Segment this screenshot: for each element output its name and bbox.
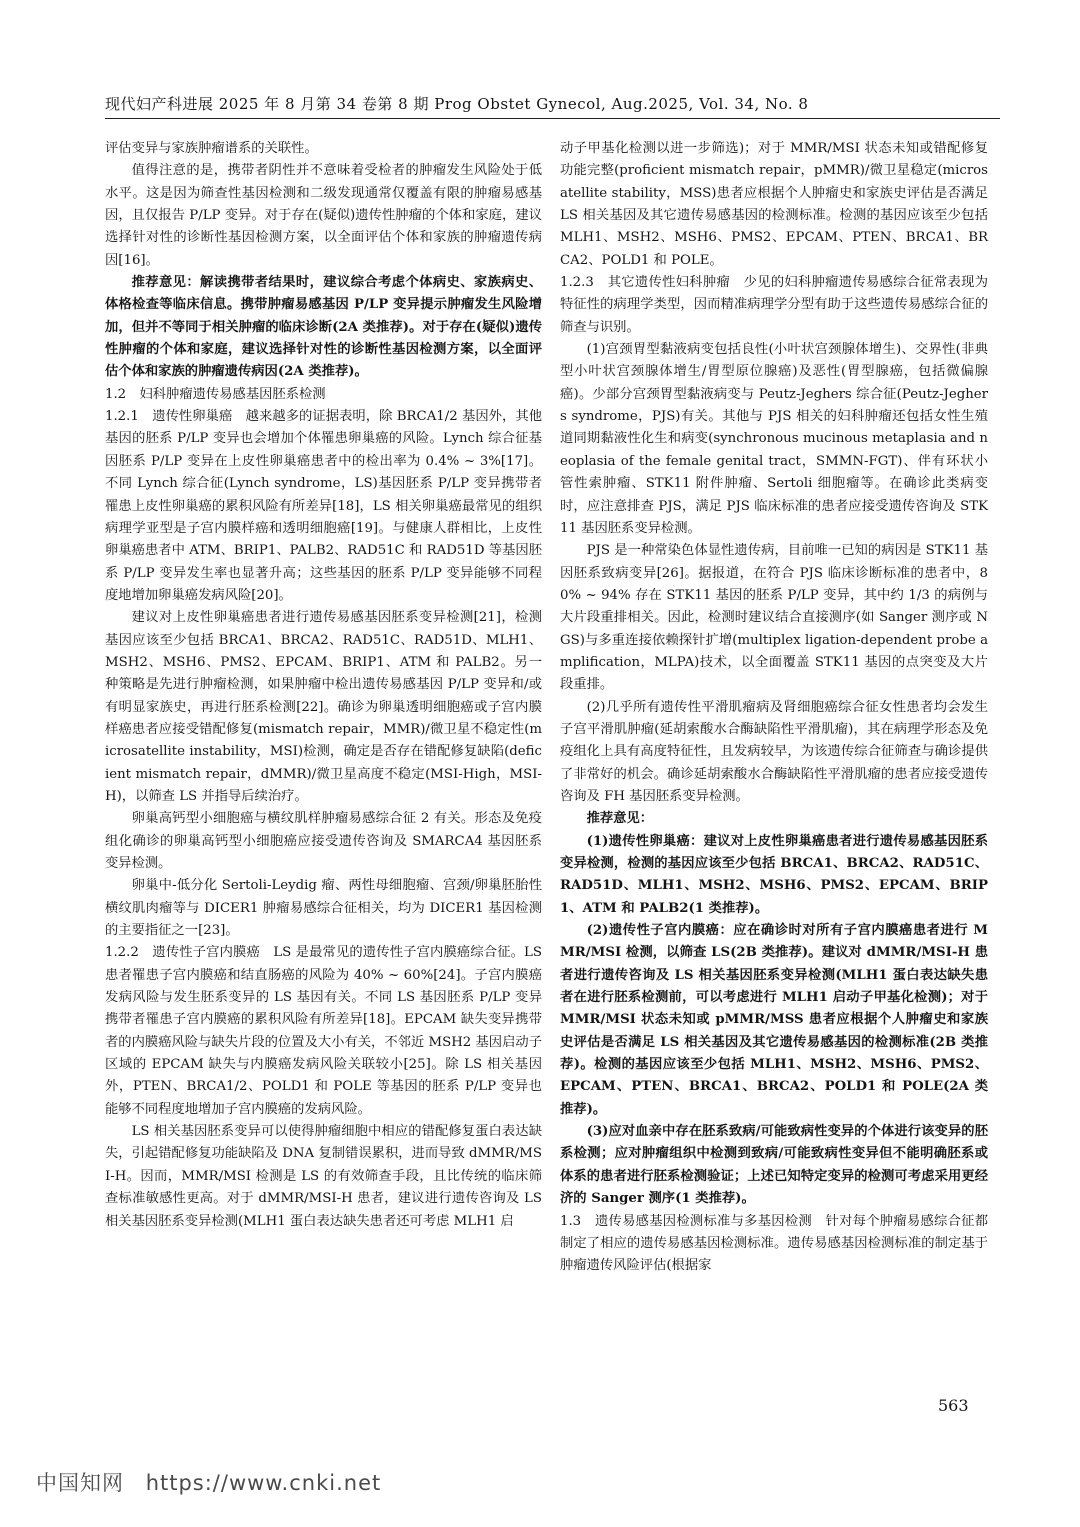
- paragraph: 卵巢中-低分化 Sertoli-Leydig 瘤、两性母细胞瘤、宫颈/卵巢胚胎性横纹肌肉瘤等与 DICER1 肿瘤易感综合征相关，均为 DICER1 基因检测的主要指征之一[23]。: [105, 878, 542, 939]
- paragraph: (2)几乎所有遗传性平滑肌瘤病及肾细胞癌综合征女性患者均会发生子宫平滑肌肿瘤(延胡索酸水合酶缺陷性平滑肌瘤)，其在病理学形态及免疫组化上具有高度特征性，且发病较早，为该遗传综合征筛查与确诊提供了非常好的机会。确诊延胡索酸水合酶缺陷性平滑肌瘤的患者应接受遗传咨询及 FH 基因胚系变异检测。: [560, 699, 988, 804]
- paragraph: 1.2.1 遗传性卵巢癌 越来越多的证据表明，除 BRCA1/2 基因外，其他基因的胚系 P/LP 变异也会增加个体罹患卵巢癌的风险。Lynch 综合征基因胚系 P/LP 变异在上皮性卵巢癌患者中的检出率为 0.4% ~ 3%[17]。不同 Lynch 综合征(Lynch syndrome，LS)基因胚系 P/LP 变异携带者罹患上皮性卵巢癌的累积风险有所差异[18]，LS 相关卵巢癌最常见的组织病理学亚型是子宫内膜样癌和透明细胞癌[19]。与健康人群相比，上皮性卵巢癌患者中 ATM、BRIP1、PALB2、RAD51C 和 RAD51D 等基因胚系 P/LP 变异发生率也显著升高；这些基因的胚系 P/LP 变异能够不同程度地增加卵巢癌发病风险[20]。: [105, 409, 542, 603]
- cnki-url[interactable]: https://www.cnki.net: [145, 1471, 382, 1495]
- paragraph: (1)宫颈胃型黏液病变包括良性(小叶状宫颈腺体增生)、交界性(非典型小叶状宫颈腺体增生/胃型原位腺癌)及恶性(胃型腺癌，包括微偏腺癌)。少部分宫颈胃型黏液病变与 Peutz-Jeghers 综合征(Peutz-Jeghers syndrome，PJS)有关。其他与 PJS 相关的妇科肿瘤还包括女性生殖道同期黏液性化生和病变(synchronous mucinous metaplasia and neoplasia of the female genital tract，SMMN-FGT)、伴有环状小管性索肿瘤、STK11 附件肿瘤、Sertoli 细胞瘤等。在确诊此类病变时，应注意排查 PJS，满足 PJS 临床标准的患者应接受遗传咨询及 STK11 基因胚系变异检测。: [560, 342, 988, 536]
- footer-watermark: [36, 1467, 381, 1497]
- paragraph: LS 相关基因胚系变异可以使得肿瘤细胞中相应的错配修复蛋白表达缺失，引起错配修复功能缺陷及 DNA 复制错误累积，进而导致 dMMR/MSI-H。因而，MMR/MSI 检测是 LS 的有效筛查手段，且比传统的临床筛查标准敏感性更高。对于 dMMR/MSI-H 患者，建议进行遗传咨询及 LS 相关基因胚系变异检测(MLH1 蛋白表达缺失患者还可考虑 MLH1 启: [105, 1124, 542, 1229]
- paragraph: 1.2.2 遗传性子宫内膜癌 LS 是最常见的遗传性子宫内膜癌综合征。LS 患者罹患子宫内膜癌和结直肠癌的风险为 40% ~ 60%[24]。子宫内膜癌发病风险与发生胚系变异的 LS 基因有关。不同 LS 基因胚系 P/LP 变异携带者罹患子宫内膜癌的累积风险有所差异[18]。EPCAM 缺失变异携带者的内膜癌风险与缺失片段的位置及大小有关，不邻近 MSH2 基因启动子区域的 EPCAM 缺失与内膜癌发病风险关联较小[25]。除 LS 相关基因外，PTEN、BRCA1/2、POLD1 和 POLE 等基因的胚系 P/LP 变异也能够不同程度地增加子宫内膜癌的发病风险。: [105, 945, 542, 1117]
- paragraph: 1.3 遗传易感基因检测标准与多基因检测 针对每个肿瘤易感综合征都制定了相应的遗传易感基因检测标准。遗传易感基因检测标准的制定基于肿瘤遗传风险评估(根据家: [560, 1213, 988, 1274]
- paragraph: 推荐意见：: [586, 811, 654, 827]
- left-column: [105, 138, 542, 1233]
- journal-citation: 现代妇产科进展 2025 年 8 月第 34 卷第 8 期 Prog Obstet Gynecol, Aug.2025, Vol. 34, No. 8: [105, 95, 809, 113]
- paragraph: 评估变异与家族肿瘤谱系的关联性。: [105, 141, 318, 156]
- running-header: [105, 93, 1000, 119]
- page-number: 563: [938, 1396, 969, 1415]
- paragraph: 值得注意的是，携带者阴性并不意味着受检者的肿瘤发生风险处于低水平。这是因为筛查性基因检测和二级发现通常仅覆盖有限的肿瘤易感基因，且仅报告 P/LP 变异。对于存在(疑似)遗传性肿瘤的个体和家庭，建议选择针对性的诊断性基因检测方案，以全面评估个体和家族的肿瘤遗传病因[16]。: [105, 163, 542, 268]
- paragraph: 1.2.3 其它遗传性妇科肿瘤 少见的妇科肿瘤遗传易感综合征常表现为特征性的病理学类型，因而精准病理学分型有助于这些遗传易感综合征的筛查与识别。: [560, 275, 988, 335]
- paragraph: (1)遗传性卵巢癌：建议对上皮性卵巢癌患者进行遗传易感基因胚系变异检测，检测的基因应该至少包括 BRCA1、BRCA2、RAD51C、RAD51D、MLH1、MSH2、MSH6、PMS2、EPCAM、BRIP1、ATM 和 PALB2(1 类推荐)。: [560, 833, 988, 916]
- paragraph: 建议对上皮性卵巢癌患者进行遗传易感基因胚系变异检测[21]，检测基因应该至少包括 BRCA1、BRCA2、RAD51C、RAD51D、MLH1、MSH2、MSH6、PMS2、EPCAM、BRIP1、ATM 和 PALB2。另一种策略是先进行肿瘤检测，如果肿瘤中检出遗传易感基因 P/LP 变异和/或有明显家族史，再进行胚系检测[22]。确诊为卵巢透明细胞癌或子宫内膜样癌患者应接受错配修复(mismatch repair，MMR)/微卫星不稳定性(microsatellite instability，MSI)检测，确定是否存在错配修复缺陷(deficient mismatch repair，dMMR)/微卫星高度不稳定(MSI-High，MSI-H)，以筛查 LS 并指导后续治疗。: [105, 610, 542, 804]
- paragraph: 推荐意见：解读携带者结果时，建议综合考虑个体病史、家族病史、体格检查等临床信息。携带肿瘤易感基因 P/LP 变异提示肿瘤发生风险增加，但并不等同于相关肿瘤的临床诊断(2A 类推荐)。对于存在(疑似)遗传性肿瘤的个体和家庭，建议选择针对性的诊断性基因检测方案，以全面评估个体和家族的肿瘤遗传病因(2A 类推荐)。: [105, 275, 542, 380]
- paragraph: (3)应对血亲中存在胚系致病/可能致病性变异的个体进行该变异的胚系检测；应对肿瘤组织中检测到致病/可能致病性变异但不能明确胚系或体系的患者进行胚系检测验证；上述已知特定变异的检测可考虑采用更经济的 Sanger 测序(1 类推荐)。: [560, 1124, 988, 1207]
- paragraph: (2)遗传性子宫内膜癌：应在确诊时对所有子宫内膜癌患者进行 MMR/MSI 检测，以筛查 LS(2B 类推荐)。建议对 dMMR/MSI-H 患者进行遗传咨询及 LS 相关基因胚系变异检测(MLH1 蛋白表达缺失患者在进行胚系检测前，可以考虑进行 MLH1 启动子甲基化检测)；对于 MMR/MSI 状态未知或 pMMR/MSS 患者应根据个人肿瘤史和家族史评估是否满足 LS 相关基因及其它遗传易感基因的检测标准(2B 类推荐)。检测的基因应该至少包括 MLH1、MSH2、MSH6、PMS2、EPCAM、PTEN、BRCA1、BRCA2、POLD1 和 POLE(2A 类推荐)。: [560, 923, 988, 1117]
- paragraph: 动子甲基化检测以进一步筛选)；对于 MMR/MSI 状态未知或错配修复功能完整(proficient mismatch repair，pMMR)/微卫星稳定(microsatellite stability，MSS)患者应根据个人肿瘤史和家族史评估是否满足 LS 相关基因及其它遗传易感基因的检测标准。检测的基因应该至少包括 MLH1、MSH2、MSH6、PMS2、EPCAM、PTEN、BRCA1、BRCA2、POLD1 和 POLE。: [560, 141, 988, 268]
- paragraph: 卵巢高钙型小细胞癌与横纹肌样肿瘤易感综合征 2 有关。形态及免疫组化确诊的卵巢高钙型小细胞癌应接受遗传咨询及 SMARCA4 基因胚系变异检测。: [105, 811, 542, 871]
- paragraph: 1.2 妇科肿瘤遗传易感基因胚系检测: [105, 386, 326, 402]
- right-column: [560, 138, 988, 1278]
- paragraph: PJS 是一种常染色体显性遗传病，目前唯一已知的病因是 STK11 基因胚系致病变异[26]。据报道，在符合 PJS 临床诊断标准的患者中，80% ~ 94% 存在 STK11 基因的胚系 P/LP 变异，其中约 1/3 的病例与大片段重排相关。因此，检测时建议结合直接测序(如 Sanger 测序或 NGS)与多重连接依赖探针扩增(multiplex ligation-dependent probe amplification，MLPA)技术，以全面覆盖 STK11 基因的点突变及大片段重排。: [560, 543, 988, 693]
- header-rule: [105, 118, 1000, 119]
- cnki-logo-text: 中国知网: [36, 1471, 124, 1495]
